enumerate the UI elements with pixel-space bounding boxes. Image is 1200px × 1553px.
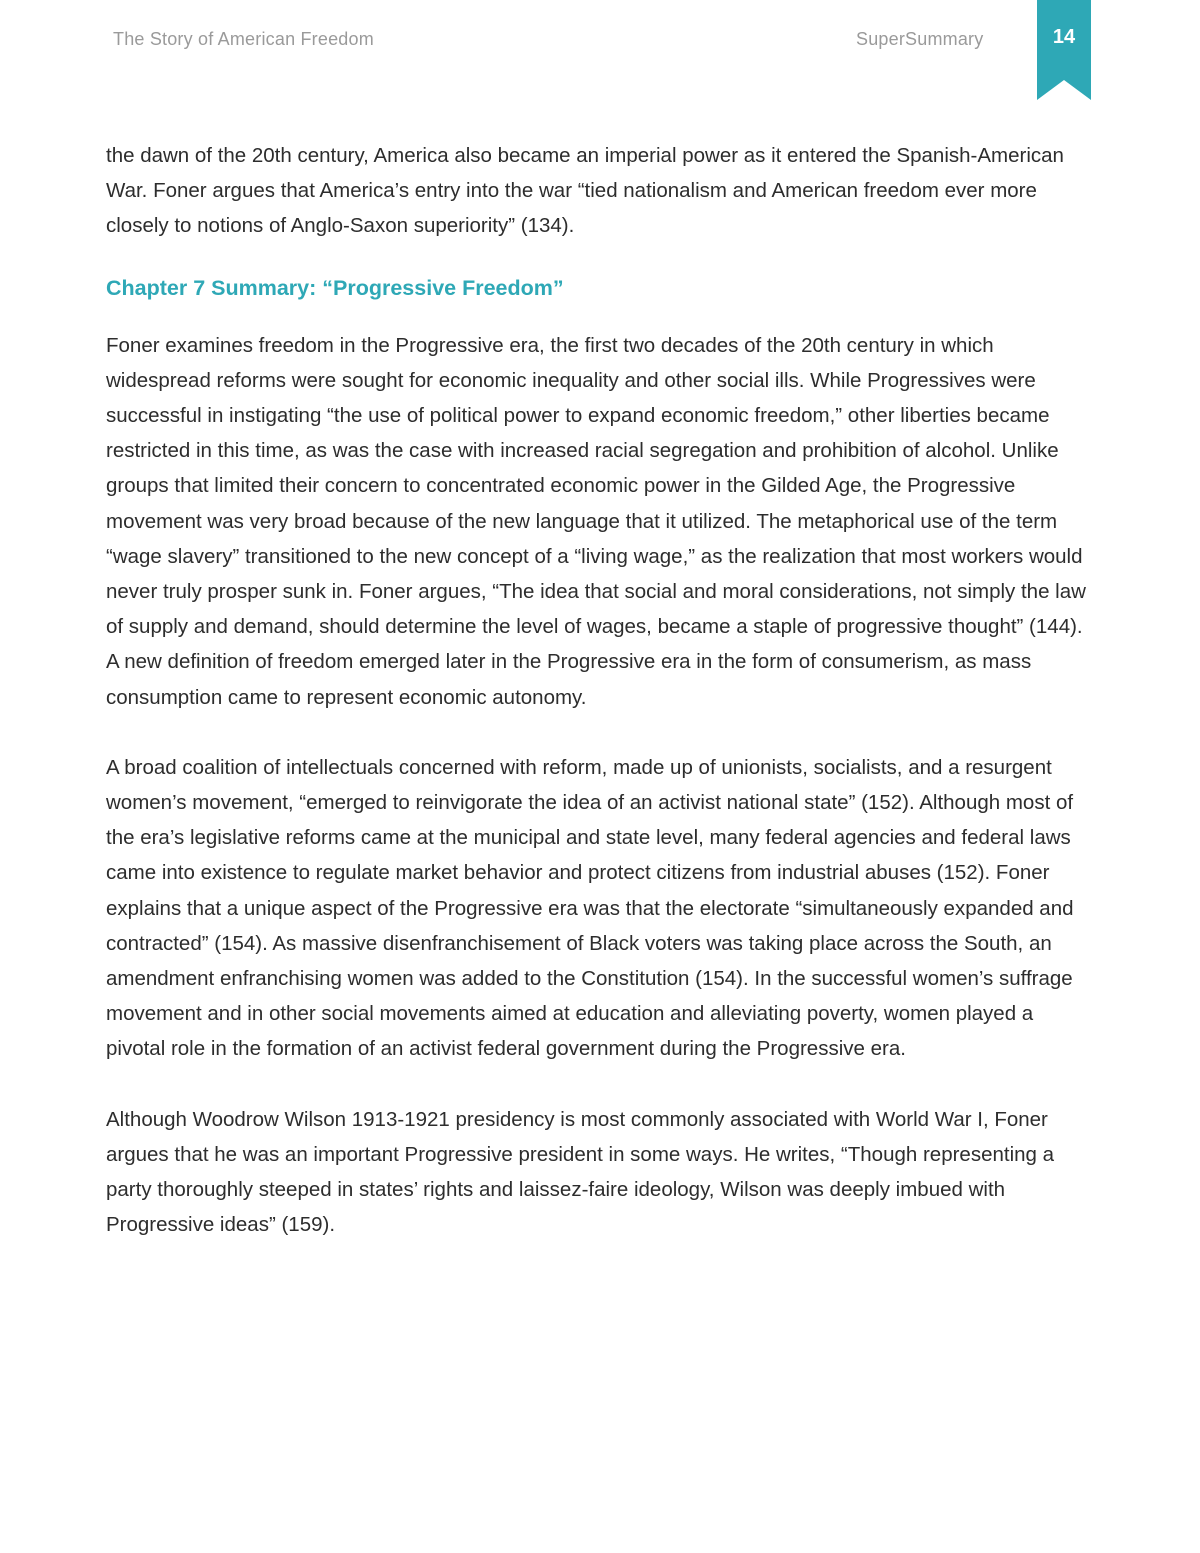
page-content <box>106 138 1096 1242</box>
intro-paragraph: the dawn of the 20th century, America also became an imperial power as it entered the Spanish-American War. Foner argues that America’s entry into the war “tied nationalism and American freedom ever more closely to notions of Anglo-Saxon superiority” (134). <box>106 144 1064 238</box>
book-title: The Story of American Freedom <box>113 29 374 49</box>
chapter-heading: Chapter 7 Summary: “Progressive Freedom” <box>106 275 564 300</box>
body-paragraph-3: Although Woodrow Wilson 1913-1921 presidency is most commonly associated with World War I, Foner argues that he was an important Progressive president in some ways. He writes, “Though representing a party thoroughly steeped in states’ rights and laissez-faire ideology, Wilson was deeply imbued with Progressive ideas” (159). <box>106 1107 1055 1237</box>
bookmark-ribbon-icon <box>1037 0 1091 100</box>
body-paragraph-1: Foner examines freedom in the Progressive era, the first two decades of the 20th century in which widespread reforms were sought for economic inequality and other social ills. While Progressives were successful in instigating “the use of political power to expand economic freedom,” other liberties became restricted in this time, as was the case with increased racial segregation and prohibition of alcohol. Unlike groups that limited their concern to concentrated economic power in the Gilded Age, the Progressive movement was very broad because of the new language that it utilized. The metaphorical use of the term “wage slavery” transitioned to the new concept of a “living wage,” as the realization that most workers would never truly prosper sunk in. Foner argues, “The idea that social and moral considerations, not simply the law of supply and demand, should determine the level of wages, became a staple of progressive thought” (144). A new definition of freedom emerged later in the Progressive era in the form of consumerism, as mass consumption came to represent economic autonomy. <box>106 333 1086 709</box>
page-number: 14 <box>1052 26 1076 48</box>
page-number-tab <box>1037 0 1091 100</box>
brand-name: SuperSummary <box>856 29 984 49</box>
body-paragraph-2: A broad coalition of intellectuals concerned with reform, made up of unionists, socialists, and a resurgent women’s movement, “emerged to reinvigorate the idea of an activist national state” (152). Although most of the era’s legislative reforms came at the municipal and state level, many federal agencies and federal laws came into existence to regulate market behavior and protect citizens from industrial abuses (152). Foner explains that a unique aspect of the Progressive era was that the electorate “simultaneously expanded and contracted” (154). As massive disenfranchisement of Black voters was taking place across the South, an amendment enfranchising women was added to the Constitution (154). In the successful women’s suffrage movement and in other social movements aimed at education and alleviating poverty, women played a pivotal role in the formation of an activist federal government during the Progressive era. <box>106 755 1074 1061</box>
